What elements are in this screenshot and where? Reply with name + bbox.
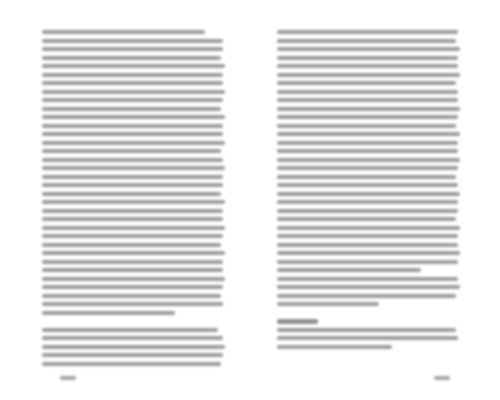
- text-line: [42, 45, 227, 54]
- text-line: [277, 164, 462, 173]
- blurred-text: [42, 90, 225, 94]
- text-line: [42, 122, 227, 131]
- blurred-text: [277, 328, 456, 332]
- blurred-text: [42, 124, 223, 128]
- text-line: [42, 351, 227, 360]
- left-page-text: [42, 28, 227, 368]
- text-line: [42, 241, 227, 250]
- text-line: [277, 343, 462, 352]
- text-line: [277, 292, 462, 301]
- blurred-text: [42, 81, 223, 85]
- paragraph-gap: [42, 317, 227, 326]
- blurred-text: [277, 285, 460, 289]
- blurred-text: [42, 149, 221, 153]
- text-line: [42, 266, 227, 275]
- blurred-text: [42, 73, 223, 77]
- text-line: [42, 334, 227, 343]
- blurred-text: [277, 132, 460, 136]
- left-page-number: [60, 376, 76, 380]
- blurred-text: [42, 98, 223, 102]
- blurred-text: [42, 302, 223, 306]
- text-line: [277, 300, 462, 309]
- text-line: [42, 207, 227, 216]
- text-line: [42, 343, 227, 352]
- blurred-text: [277, 251, 460, 255]
- text-line: [42, 62, 227, 71]
- blurred-text: [277, 243, 458, 247]
- text-line: [42, 79, 227, 88]
- blurred-text: [42, 209, 223, 213]
- blurred-text: [277, 226, 460, 230]
- text-line: [277, 105, 462, 114]
- text-line: [277, 215, 462, 224]
- blurred-text: [277, 183, 458, 187]
- blurred-text: [42, 115, 225, 119]
- blurred-text: [277, 39, 456, 43]
- text-line: [277, 266, 462, 275]
- text-line: [42, 360, 227, 369]
- text-line: [277, 156, 462, 165]
- text-line: [277, 207, 462, 216]
- blurred-text: [42, 141, 225, 145]
- left-page: [42, 28, 227, 368]
- right-page: [277, 28, 462, 368]
- blurred-text: [277, 268, 421, 272]
- text-line: [277, 258, 462, 267]
- blurred-text: [42, 217, 223, 221]
- blurred-text: [42, 56, 221, 60]
- blurred-text: [42, 166, 225, 170]
- text-line: [277, 249, 462, 258]
- text-line: [277, 28, 462, 37]
- text-line: [277, 71, 462, 80]
- blurred-text: [277, 158, 460, 162]
- text-line: [42, 96, 227, 105]
- blurred-text: [42, 175, 223, 179]
- text-line: [42, 300, 227, 309]
- text-line: [277, 326, 462, 335]
- text-line: [42, 258, 227, 267]
- blurred-text: [277, 149, 458, 153]
- text-line: [277, 122, 462, 131]
- blurred-text: [42, 158, 223, 162]
- text-line: [277, 54, 462, 63]
- blurred-text: [42, 328, 218, 332]
- text-line: [42, 326, 227, 335]
- blurred-text: [42, 362, 221, 366]
- text-line: [277, 113, 462, 122]
- text-line: [42, 28, 227, 37]
- blurred-text: [277, 302, 379, 306]
- blurred-text: [277, 30, 458, 34]
- text-line: [42, 249, 227, 258]
- blurred-text: [277, 124, 456, 128]
- text-line: [42, 113, 227, 122]
- blurred-text: [277, 98, 458, 102]
- text-line: [42, 173, 227, 182]
- blurred-text: [277, 107, 460, 111]
- text-line: [42, 147, 227, 156]
- text-line: [42, 215, 227, 224]
- text-line: [277, 88, 462, 97]
- text-line: [42, 181, 227, 190]
- text-line: [42, 292, 227, 301]
- text-line: [42, 164, 227, 173]
- blurred-text: [42, 294, 221, 298]
- blurred-text: [277, 90, 458, 94]
- text-line: [42, 130, 227, 139]
- text-line: [277, 317, 462, 326]
- blurred-text: [277, 73, 460, 77]
- text-line: [42, 71, 227, 80]
- blurred-text: [42, 251, 225, 255]
- blurred-text: [277, 209, 458, 213]
- text-line: [277, 198, 462, 207]
- blurred-text: [277, 319, 318, 324]
- text-line: [277, 334, 462, 343]
- blurred-text: [42, 260, 223, 264]
- text-line: [42, 105, 227, 114]
- text-line: [42, 283, 227, 292]
- blurred-text: [42, 47, 223, 51]
- text-line: [277, 283, 462, 292]
- text-line: [277, 224, 462, 233]
- blurred-text: [42, 268, 223, 272]
- text-line: [42, 198, 227, 207]
- text-line: [277, 173, 462, 182]
- blurred-text: [42, 285, 223, 289]
- blurred-text: [42, 277, 225, 281]
- blurred-text: [277, 81, 456, 85]
- text-line: [42, 309, 227, 318]
- blurred-text: [277, 141, 458, 145]
- blurred-text: [42, 30, 205, 34]
- text-line: [277, 232, 462, 241]
- text-line: [277, 275, 462, 284]
- text-line: [277, 241, 462, 250]
- blurred-text: [277, 336, 458, 340]
- blurred-text: [42, 353, 223, 357]
- blurred-text: [277, 192, 460, 196]
- text-line: [42, 37, 227, 46]
- blurred-text: [42, 226, 225, 230]
- text-line: [42, 156, 227, 165]
- blurred-text: [42, 311, 175, 315]
- blurred-text: [277, 64, 458, 68]
- blurred-text: [277, 115, 458, 119]
- text-line: [277, 130, 462, 139]
- text-line: [277, 79, 462, 88]
- text-line: [277, 181, 462, 190]
- blurred-text: [42, 200, 225, 204]
- blurred-text: [42, 64, 225, 68]
- paragraph-gap: [277, 309, 462, 318]
- blurred-text: [277, 200, 458, 204]
- blurred-text: [42, 243, 221, 247]
- blurred-text: [42, 192, 221, 196]
- blurred-text: [42, 183, 223, 187]
- blurred-text: [277, 175, 456, 179]
- text-line: [277, 147, 462, 156]
- blurred-text: [42, 345, 225, 349]
- blurred-text: [42, 107, 221, 111]
- text-line: [277, 96, 462, 105]
- text-line: [42, 88, 227, 97]
- text-line: [42, 224, 227, 233]
- blurred-text: [277, 217, 456, 221]
- blurred-text: [277, 234, 458, 238]
- text-line: [42, 275, 227, 284]
- blurred-text: [42, 336, 223, 340]
- text-line: [277, 45, 462, 54]
- text-line: [42, 232, 227, 241]
- blurred-text: [277, 166, 458, 170]
- blurred-text: [277, 294, 456, 298]
- text-line: [277, 37, 462, 46]
- text-line: [42, 54, 227, 63]
- blurred-text: [277, 260, 458, 264]
- blurred-text: [277, 56, 458, 60]
- right-page-number: [434, 376, 450, 380]
- text-line: [277, 190, 462, 199]
- blurred-text: [277, 47, 460, 51]
- right-page-text: [277, 28, 462, 351]
- text-line: [42, 190, 227, 199]
- blurred-text: [42, 234, 223, 238]
- text-line: [42, 139, 227, 148]
- blurred-text: [42, 39, 223, 43]
- text-line: [277, 62, 462, 71]
- blurred-text: [277, 277, 458, 281]
- blurred-text: [42, 132, 223, 136]
- text-line: [277, 139, 462, 148]
- blurred-text: [277, 345, 392, 349]
